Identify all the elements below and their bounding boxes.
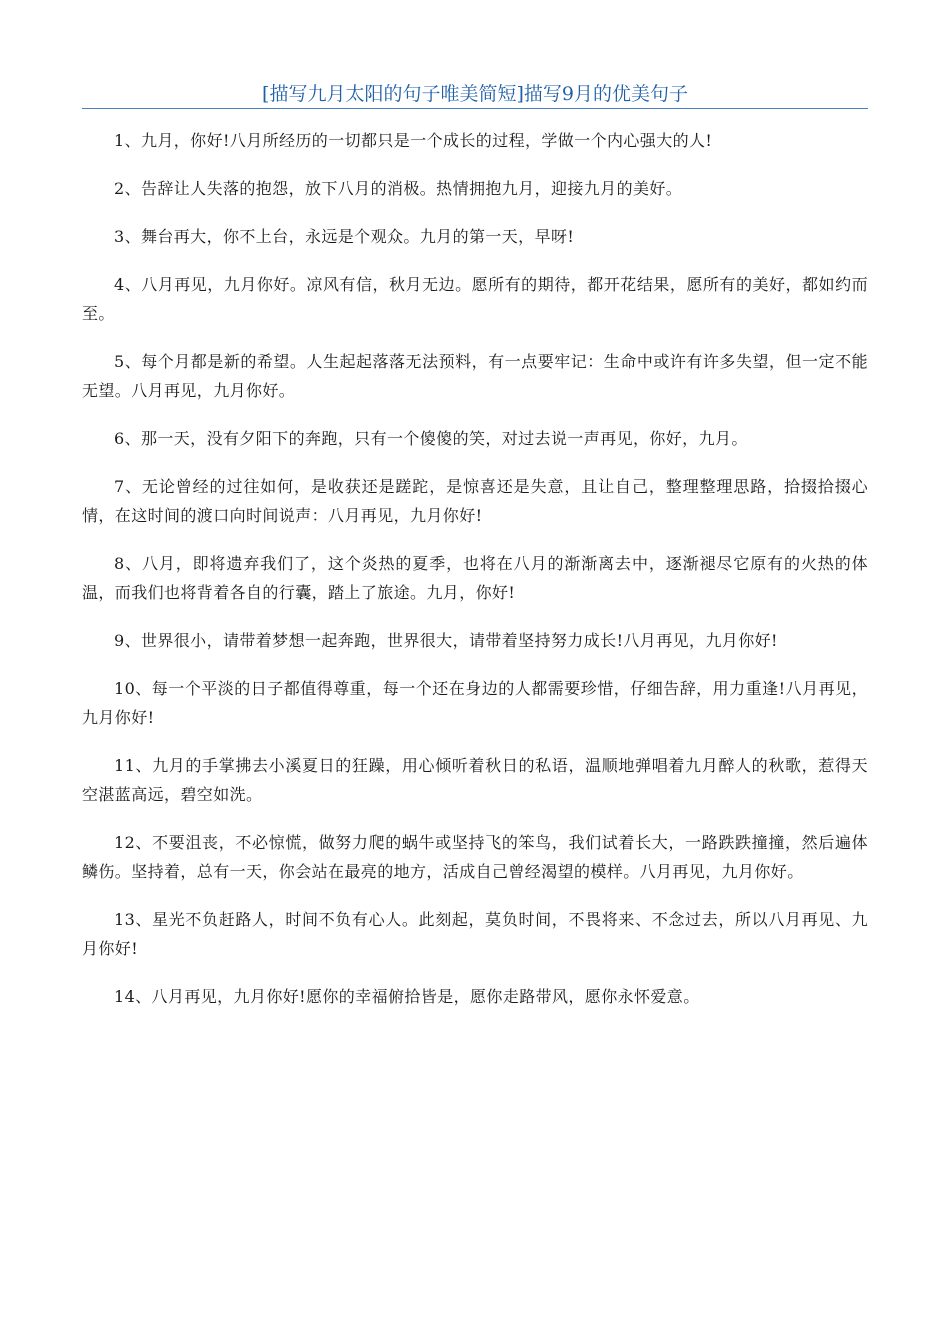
page-title: [描写九月太阳的句子唯美简短]描写9月的优美句子 xyxy=(262,83,688,105)
paragraph-7: 7、无论曾经的过往如何，是收获还是蹉跎，是惊喜还是失意，且让自己，整理整理思路，拾掇拾掇心情，在这时间的渡口向时间说声：八月再见，九月你好! xyxy=(82,477,868,525)
paragraph-2: 2、告辞让人失落的抱怨，放下八月的消极。热情拥抱九月，迎接九月的美好。 xyxy=(114,179,683,198)
paragraph-1: 1、九月，你好!八月所经历的一切都只是一个成长的过程，学做一个内心强大的人! xyxy=(114,131,713,150)
paragraph-5: 5、每个月都是新的希望。人生起起落落无法预料，有一点要牢记：生命中或许有许多失望，但一定不能无望。八月再见，九月你好。 xyxy=(82,352,868,400)
paragraph-11: 11、九月的手掌拂去小溪夏日的狂躁，用心倾听着秋日的私语，温顺地弹唱着九月醉人的秋歌，惹得天空湛蓝高远，碧空如洗。 xyxy=(82,756,868,804)
paragraph-13: 13、星光不负赶路人，时间不负有心人。此刻起，莫负时间，不畏将来、不念过去，所以八月再见、九月你好! xyxy=(82,910,868,958)
paragraph-9: 9、世界很小，请带着梦想一起奔跑，世界很大，请带着坚持努力成长!八月再见，九月你好! xyxy=(114,631,778,650)
document-body xyxy=(82,126,868,1030)
paragraph-4: 4、八月再见，九月你好。凉风有信，秋月无边。愿所有的期待，都开花结果，愿所有的美好，都如约而至。 xyxy=(82,275,868,323)
title-underline xyxy=(82,108,868,109)
paragraph-10: 10、每一个平淡的日子都值得尊重，每一个还在身边的人都需要珍惜，仔细告辞，用力重逢!八月再见，九月你好! xyxy=(82,679,868,727)
paragraph-12: 12、不要沮丧，不必惊慌，做努力爬的蜗牛或坚持飞的笨鸟，我们试着长大，一路跌跌撞撞，然后遍体鳞伤。坚持着，总有一天，你会站在最亮的地方，活成自己曾经渴望的模样。八月再见，九月你好。 xyxy=(82,833,868,881)
paragraph-6: 6、那一天，没有夕阳下的奔跑，只有一个傻傻的笑，对过去说一声再见，你好，九月。 xyxy=(114,429,748,448)
paragraph-8: 8、八月，即将遗弃我们了，这个炎热的夏季，也将在八月的渐渐离去中，逐渐褪尽它原有的火热的体温，而我们也将背着各自的行囊，踏上了旅途。九月，你好! xyxy=(82,554,868,602)
paragraph-3: 3、舞台再大，你不上台，永远是个观众。九月的第一天，早呀! xyxy=(114,227,575,246)
paragraph-14: 14、八月再见，九月你好!愿你的幸福俯拾皆是，愿你走路带风，愿你永怀爱意。 xyxy=(114,987,700,1006)
